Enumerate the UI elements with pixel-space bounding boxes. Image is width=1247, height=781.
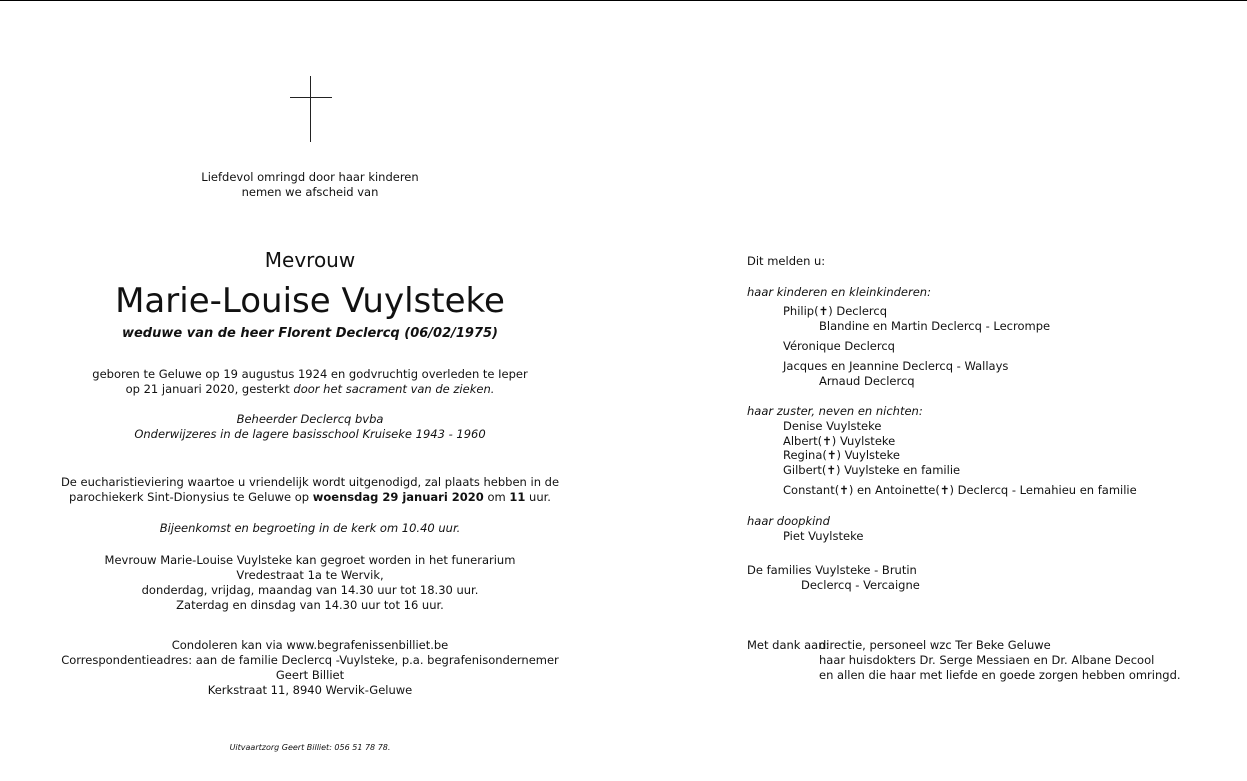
families-line-1: De families Vuylsteke - Brutin [747,563,917,577]
meeting-text: Bijeenkomst en begroeting in de kerk om 10.40 uur. [159,521,461,535]
condolence-line-2: Correspondentieadres: aan de familie Declercq -Vuylsteke, p.a. begrafenisondernemer Geert Billiet [61,653,559,682]
mass-line-2 [60,490,560,505]
cross-icon [290,76,332,142]
condolence-text [60,638,560,698]
sibling-1: Denise Vuylsteke [783,419,882,433]
visit-line-3: donderdag, vrijdag, maandag van 14.30 uur tot 18.30 uur. [141,583,479,597]
godchild-name: Piet Vuylsteke [783,529,864,543]
mass-line-2-prefix: parochiekerk Sint-Dionysius te Geluwe op [69,490,313,504]
kids-header: haar kinderen en kleinkinderen: [747,285,931,299]
mass-line-1: De eucharistieviering waartoe u vriendelijk wordt uitgenodigd, zal plaats hebben in de [60,475,560,489]
intro-text [60,170,560,200]
widow-line: weduwe van de heer Florent Declercq (06/02/1975) [121,326,498,341]
kid-2: Véronique Declercq [783,339,895,353]
visit-text [60,553,560,613]
announce-label: Dit melden u: [747,254,826,268]
mass-line-2-suffix: uur. [525,490,551,504]
top-border-line [0,0,1247,1]
siblings-header: haar zuster, neven en nichten: [747,404,923,418]
grandkid-1: Blandine en Martin Declercq - Lecrompe [819,319,1051,333]
sibling-5: Constant(✝) en Antoinette(✝) Declercq - Lemahieu en familie [783,483,1137,497]
title-mevrouw: Mevrouw [264,248,356,272]
deceased-name: Marie-Louise Vuylsteke [115,281,505,321]
role-line-2: Onderwijzeres in de lagere basisschool Kruiseke 1943 - 1960 [134,427,486,441]
mass-hour: 11 [509,490,526,504]
visit-line-1: Mevrouw Marie-Louise Vuylsteke kan gegroet worden in het funerarium [104,553,516,567]
sibling-2: Albert(✝) Vuylsteke [783,434,896,448]
intro-line-2: nemen we afscheid van [241,185,379,199]
mass-line-2-mid: om [483,490,510,504]
born-line-2-prefix: op 21 januari 2020, gesterkt [125,382,294,396]
born-line-1: geboren te Geluwe op 19 augustus 1924 en godvruchtig overleden te Ieper [92,367,528,381]
sibling-3: Regina(✝) Vuylsteke [783,448,900,462]
born-line-2-italic: door het sacrament van de zieken. [293,382,495,396]
intro-line-1: Liefdevol omringd door haar kinderen [201,170,419,184]
thanks-label: Met dank aan: [747,638,830,652]
families-line-2: Declercq - Vercaigne [801,578,920,592]
thanks-line-1: directie, personeel wzc Ter Beke Geluwe [819,638,1051,652]
visit-line-2: Vredestraat 1a te Wervik, [236,568,384,582]
grandkid-2: Arnaud Declercq [819,374,915,388]
visit-line-4: Zaterdag en dinsdag van 14.30 uur tot 16 uur. [176,598,444,612]
godchild-header: haar doopkind [747,514,830,528]
born-line-2 [60,382,560,397]
birth-death-text [60,367,560,397]
footer-text: Uitvaartzorg Geert Billiet: 056 51 78 78. [229,743,391,752]
role-line-1: Beheerder Declercq bvba [236,412,384,426]
kid-1: Philip(✝) Declercq [783,304,887,318]
thanks-line-3: en allen die haar met liefde en goede zorgen hebben omringd. [819,668,1181,682]
kid-3: Jacques en Jeannine Declercq - Wallays [783,359,1009,373]
mass-text [60,475,560,505]
mass-date: woensdag 29 januari 2020 [312,490,484,504]
condolence-line-3: Kerkstraat 11, 8940 Wervik-Geluwe [207,683,413,697]
sibling-4: Gilbert(✝) Vuylsteke en familie [783,463,961,477]
thanks-line-2: haar huisdokters Dr. Serge Messiaen en Dr. Albane Decool [819,653,1155,667]
roles-text [60,412,560,442]
condolence-line-1: Condoleren kan via www.begrafenissenbilliet.be [171,638,449,652]
